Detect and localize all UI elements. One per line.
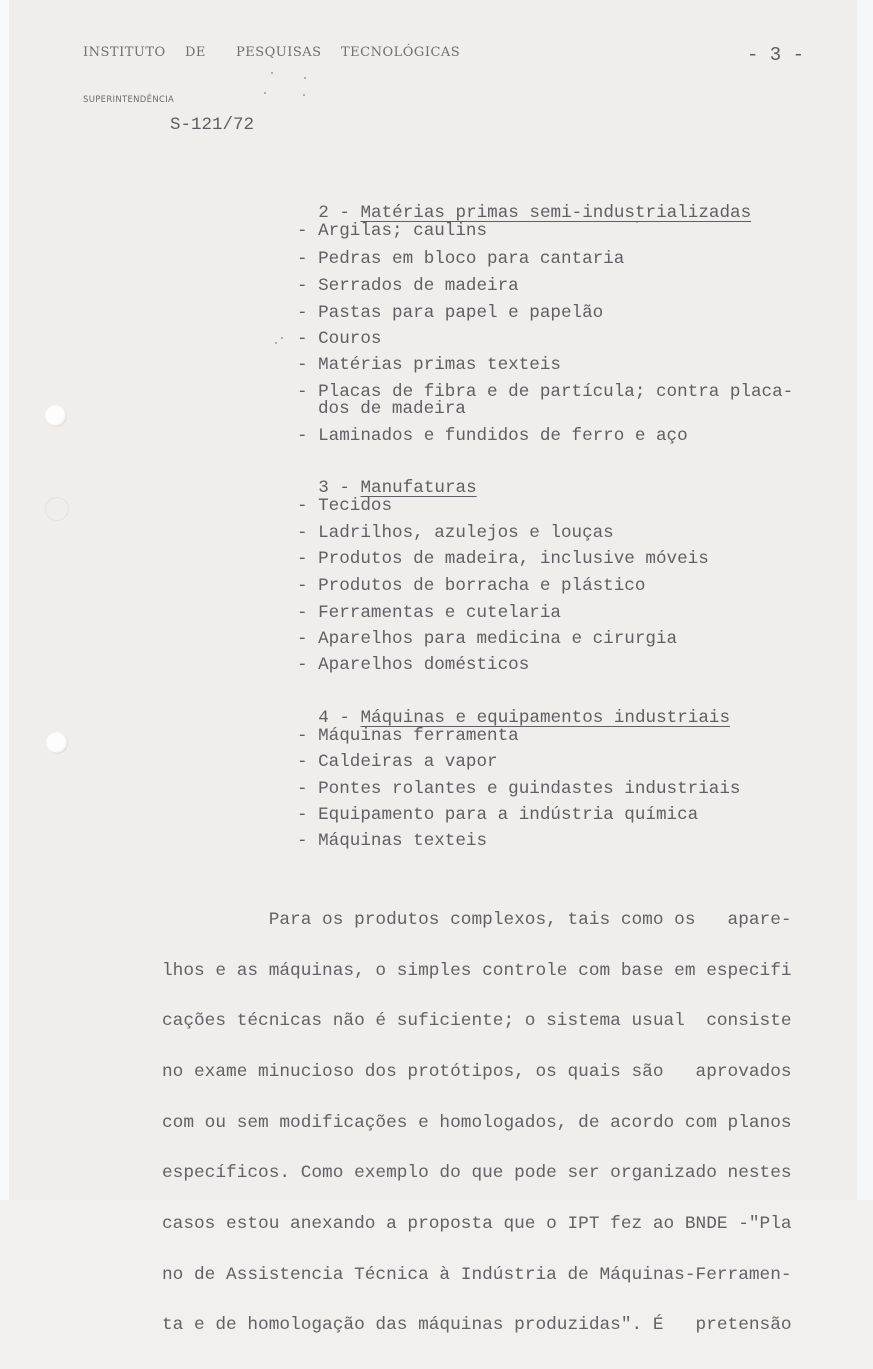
section-number: 4 - — [318, 707, 350, 728]
list-item: - Ladrilhos, azulejos e louças — [297, 523, 614, 543]
list-item: - Serrados de madeira — [297, 276, 519, 296]
list-item: - Aparelhos domésticos — [297, 655, 530, 675]
paragraph-line: no de Assistencia Técnica à Indústria de Máquinas-Ferramen- — [162, 1264, 792, 1285]
list-item: - Couros — [297, 329, 382, 349]
paper-edge-left — [0, 0, 9, 1200]
list-item: - Aparelhos para medicina e cirurgia — [297, 629, 678, 649]
section-number: 3 - — [318, 477, 350, 498]
paragraph-line: cações técnicas não é suficiente; o sistema usual consiste — [162, 1011, 792, 1032]
list-item: - Ferramentas e cutelaria — [297, 603, 561, 623]
section-title: Manufaturas — [360, 477, 477, 498]
list-item: - Tecidos — [297, 496, 393, 516]
list-item: - Pastas para papel e papelão — [297, 303, 604, 323]
list-item: - Laminados e fundidos de ferro e aço — [297, 426, 688, 446]
punch-hole-faint — [45, 497, 69, 521]
paragraph-line: lhos e as máquinas, o simples controle com base em especifi — [162, 960, 792, 981]
department-label: SUPERINTENDÊNCIA — [83, 95, 175, 105]
letterhead-word: INSTITUTO — [83, 45, 166, 60]
section-title: Matérias primas semi-industrializadas — [360, 202, 752, 223]
list-item: - Argilas; caulins — [297, 221, 488, 241]
paragraph-line: específicos. Como exemplo do que pode ser organizado nestes — [162, 1163, 792, 1184]
body-paragraph — [162, 878, 792, 1368]
list-item-continuation: dos de madeira — [318, 399, 466, 419]
letterhead-word: PESQUISAS — [236, 45, 322, 60]
scan-speck — [264, 92, 266, 94]
letterhead-word: TECNOLÓGICAS — [341, 45, 461, 60]
page-number: - 3 - — [747, 44, 805, 66]
paragraph-line: Para os produtos complexos, tais como os apare- — [162, 909, 792, 930]
scan-speck — [271, 72, 273, 74]
punch-hole-bottom — [46, 732, 68, 754]
scan-speck — [303, 94, 305, 96]
letterhead-word: DE — [185, 45, 206, 60]
list-item: - Pedras em bloco para cantaria — [297, 249, 625, 269]
list-item: - Equipamento para a indústria química — [297, 805, 699, 825]
paragraph-line: ta e de homologação das máquinas produzidas". É pretensão — [162, 1315, 792, 1336]
paragraph-line: com ou sem modificações e homologados, de acordo com planos — [162, 1112, 792, 1133]
paragraph-line: no exame minucioso dos protótipos, os quais são aprovados — [162, 1061, 792, 1082]
scan-speck — [275, 342, 277, 344]
punch-hole-top — [45, 405, 67, 427]
list-item: - Placas de fibra e de partícula; contra placa- — [297, 382, 794, 402]
scan-speck — [281, 337, 283, 339]
list-item: - Produtos de borracha e plástico — [297, 576, 646, 596]
list-item: - Matérias primas texteis — [297, 355, 561, 375]
paper-edge-right — [857, 0, 873, 1200]
list-item: - Máquinas texteis — [297, 831, 488, 851]
section-number: 2 - — [318, 202, 350, 223]
list-item: - Caldeiras a vapor — [297, 752, 498, 772]
scan-speck — [304, 77, 306, 79]
paragraph-line: casos estou anexando a proposta que o IPT fez ao BNDE -"Pla — [162, 1214, 792, 1235]
section-title: Máquinas e equipamentos industriais — [360, 707, 731, 728]
list-item: - Máquinas ferramenta — [297, 726, 519, 746]
document-reference: S-121/72 — [170, 115, 255, 135]
list-item: - Produtos de madeira, inclusive móveis — [297, 549, 709, 569]
list-item: - Pontes rolantes e guindastes industriais — [297, 779, 741, 799]
